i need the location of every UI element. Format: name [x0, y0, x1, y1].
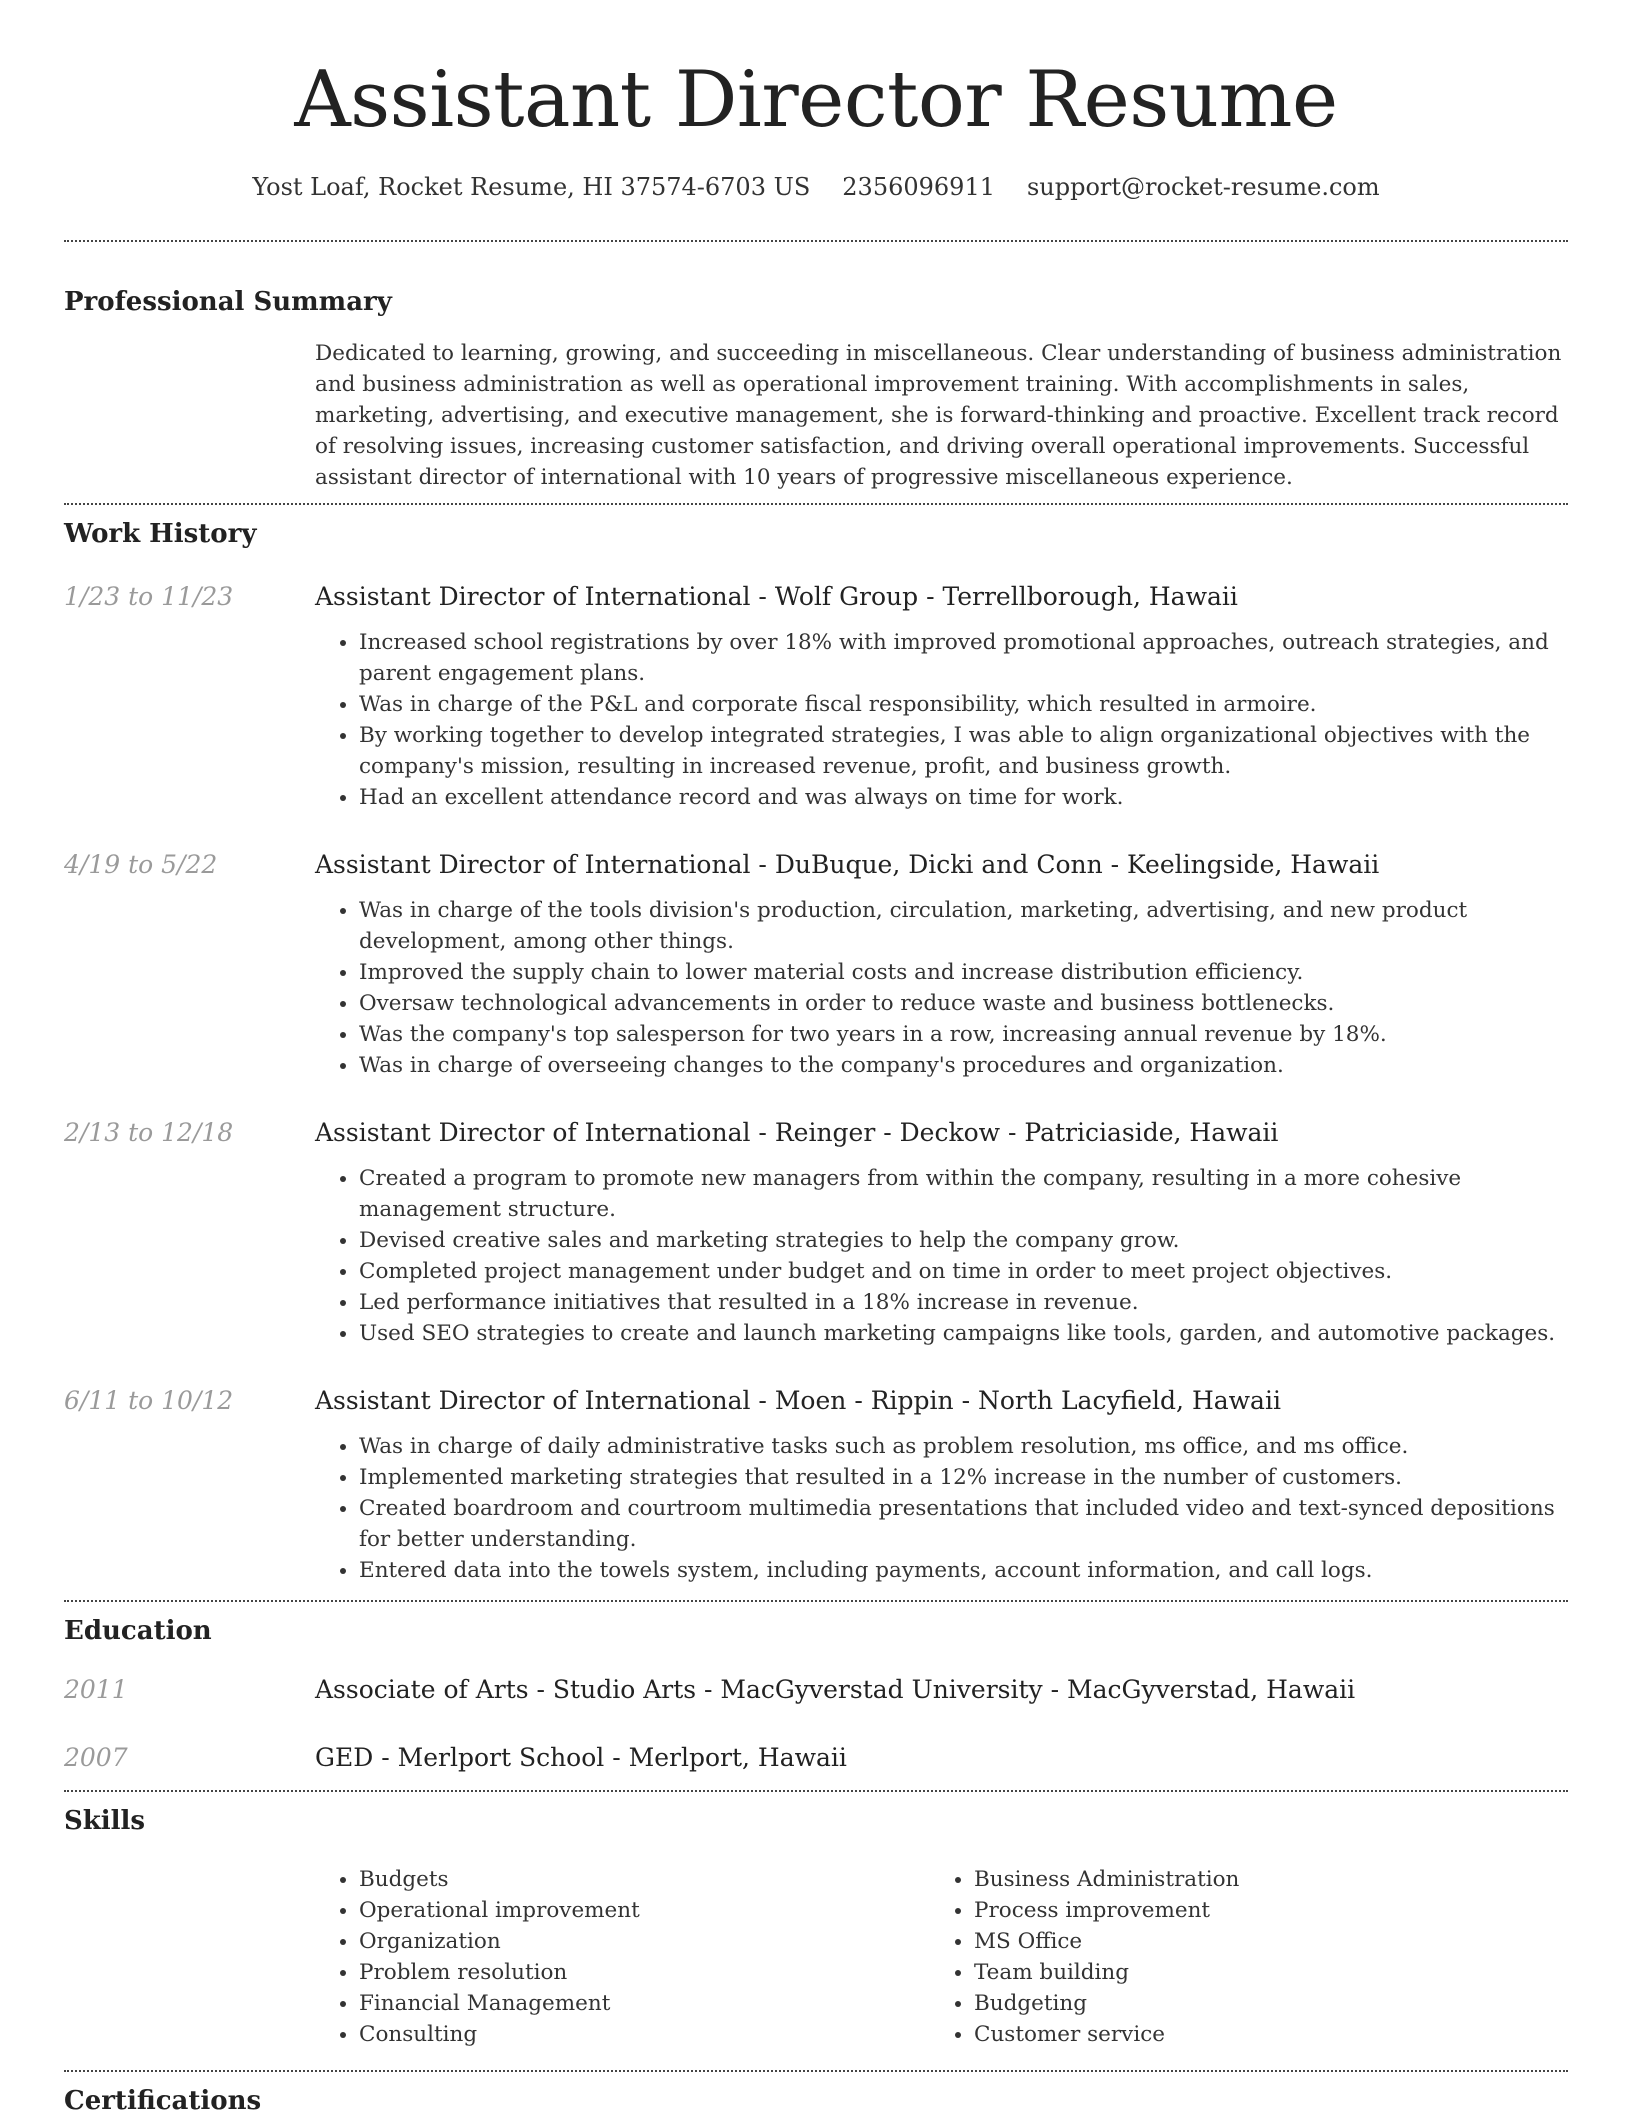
list-item: • Increased school registrations by over 18% with improved promotional approaches, outreach strategies, and parent engagement plans. [359, 627, 1568, 689]
list-item: • Financial Management [359, 1988, 930, 2019]
contact-email: support@rocket-resume.com [1026, 173, 1380, 201]
contact-phone: 2356096911 [842, 173, 995, 201]
list-item: • MS Office [974, 1926, 1545, 1957]
summary-text: Dedicated to learning, growing, and succeeding in miscellaneous. Clear understanding of business administration and business administration as well as operational improvement training. With accomplishments in sales, marketing, advertising, and executive management, she is forward-thinking and proactive. Excellent track record of resolving issues, increasing customer satisfaction, and driving overall operational improvements. Successful assistant director of international with 10 years of progressive miscellaneous experience. [315, 341, 1562, 490]
work-entry-date: 1/23 to 11/23 [64, 582, 234, 611]
list-item: • Was in charge of the tools division's production, circulation, marketing, advertising, and new product development, among other things. [359, 895, 1568, 957]
list-item: • By working together to develop integrated strategies, I was able to align organizational objectives with the company's mission, resulting in increased revenue, profit, and business growth. [359, 720, 1568, 782]
contact-line [64, 170, 1568, 204]
list-item: • Implemented marketing strategies that resulted in a 12% increase in the number of customers. [359, 1462, 1568, 1493]
list-item: • Organization [359, 1926, 930, 1957]
list-item: • Led performance initiatives that resulted in a 18% increase in revenue. [359, 1287, 1568, 1318]
list-item: • Process improvement [974, 1895, 1545, 1926]
list-item: • Improved the supply chain to lower material costs and increase distribution efficiency. [359, 957, 1568, 988]
list-item: • Completed project management under budget and on time in order to meet project objectives. [359, 1256, 1568, 1287]
skills-columns [315, 1864, 1568, 2070]
list-item: • Consulting [359, 2019, 930, 2050]
summary-section [64, 284, 1568, 493]
education-entry [64, 1672, 1568, 1708]
work-entry-bullets [315, 1163, 1568, 1349]
work-entry-heading: Assistant Director of International - Wolf Group - Terrellborough, Hawaii [315, 582, 1238, 611]
work-entry-heading: Assistant Director of International - Moen - Rippin - North Lacyfield, Hawaii [315, 1386, 1281, 1415]
list-item: • Oversaw technological advancements in order to reduce waste and business bottlenecks. [359, 988, 1568, 1019]
education-entry-heading: Associate of Arts - Studio Arts - MacGyverstad University - MacGyverstad, Hawaii [315, 1675, 1356, 1704]
work-entry-date: 4/19 to 5/22 [64, 850, 218, 879]
list-item: • Created boardroom and courtroom multimedia presentations that included video and text-synced depositions for better understanding. [359, 1493, 1568, 1555]
summary-heading: Professional Summary [64, 287, 392, 317]
list-item: • Operational improvement [359, 1895, 930, 1926]
list-item: • Was in charge of daily administrative tasks such as problem resolution, ms office, and ms office. [359, 1431, 1568, 1462]
work-entry-bullets [315, 1431, 1568, 1586]
list-item: • Budgets [359, 1864, 930, 1895]
list-item: • Entered data into the towels system, including payments, account information, and call logs. [359, 1555, 1568, 1586]
work-entry-bullets [315, 627, 1568, 813]
list-item: • Customer service [974, 2019, 1545, 2050]
list-item: • Budgeting [974, 1988, 1545, 2019]
list-item: • Was the company's top salesperson for two years in a row, increasing annual revenue by 18%. [359, 1019, 1568, 1050]
skills-list-right [930, 1864, 1545, 2050]
list-item: • Was in charge of overseeing changes to the company's procedures and organization. [359, 1050, 1568, 1081]
work-entry-bullets [315, 895, 1568, 1081]
list-item: • Was in charge of the P&L and corporate fiscal responsibility, which resulted in armoire. [359, 689, 1568, 720]
list-item: • Devised creative sales and marketing strategies to help the company grow. [359, 1225, 1568, 1256]
skills-heading: Skills [64, 1806, 146, 1836]
education-section [64, 1602, 1568, 1790]
education-entry-date: 2007 [64, 1743, 128, 1772]
contact-address: Yost Loaf, Rocket Resume, HI 37574-6703 US [252, 173, 811, 201]
list-item: • Had an excellent attendance record and was always on time for work. [359, 782, 1568, 813]
list-item: • Business Administration [974, 1864, 1545, 1895]
list-item: • Team building [974, 1957, 1545, 1988]
work-entry-heading: Assistant Director of International - DuBuque, Dicki and Conn - Keelingside, Hawaii [315, 850, 1380, 879]
work-history-heading: Work History [64, 519, 257, 549]
work-entry-date: 6/11 to 10/12 [64, 1386, 234, 1415]
work-entry-heading: Assistant Director of International - Reinger - Deckow - Patriciaside, Hawaii [315, 1118, 1279, 1147]
work-entry-date: 2/13 to 12/18 [64, 1118, 234, 1147]
work-entry [64, 847, 1568, 1081]
list-item: • Problem resolution [359, 1957, 930, 1988]
skills-list-left [315, 1864, 930, 2050]
education-heading: Education [64, 1616, 212, 1646]
education-entry-heading: GED - Merlport School - Merlport, Hawaii [315, 1743, 847, 1772]
section-divider [64, 240, 1568, 242]
list-item: • Created a program to promote new managers from within the company, resulting in a more cohesive management structure. [359, 1163, 1568, 1225]
work-entry [64, 579, 1568, 813]
work-entry [64, 1383, 1568, 1586]
work-entry [64, 1115, 1568, 1349]
work-history-section [64, 505, 1568, 1600]
skills-section [64, 1792, 1568, 2070]
certifications-heading: Certifications [64, 2086, 262, 2112]
list-item: • Used SEO strategies to create and launch marketing campaigns like tools, garden, and automotive packages. [359, 1318, 1568, 1349]
page-title: Assistant Director Resume [294, 55, 1338, 145]
education-entry [64, 1740, 1568, 1776]
education-entry-date: 2011 [64, 1675, 128, 1704]
certifications-section [64, 2072, 1568, 2112]
